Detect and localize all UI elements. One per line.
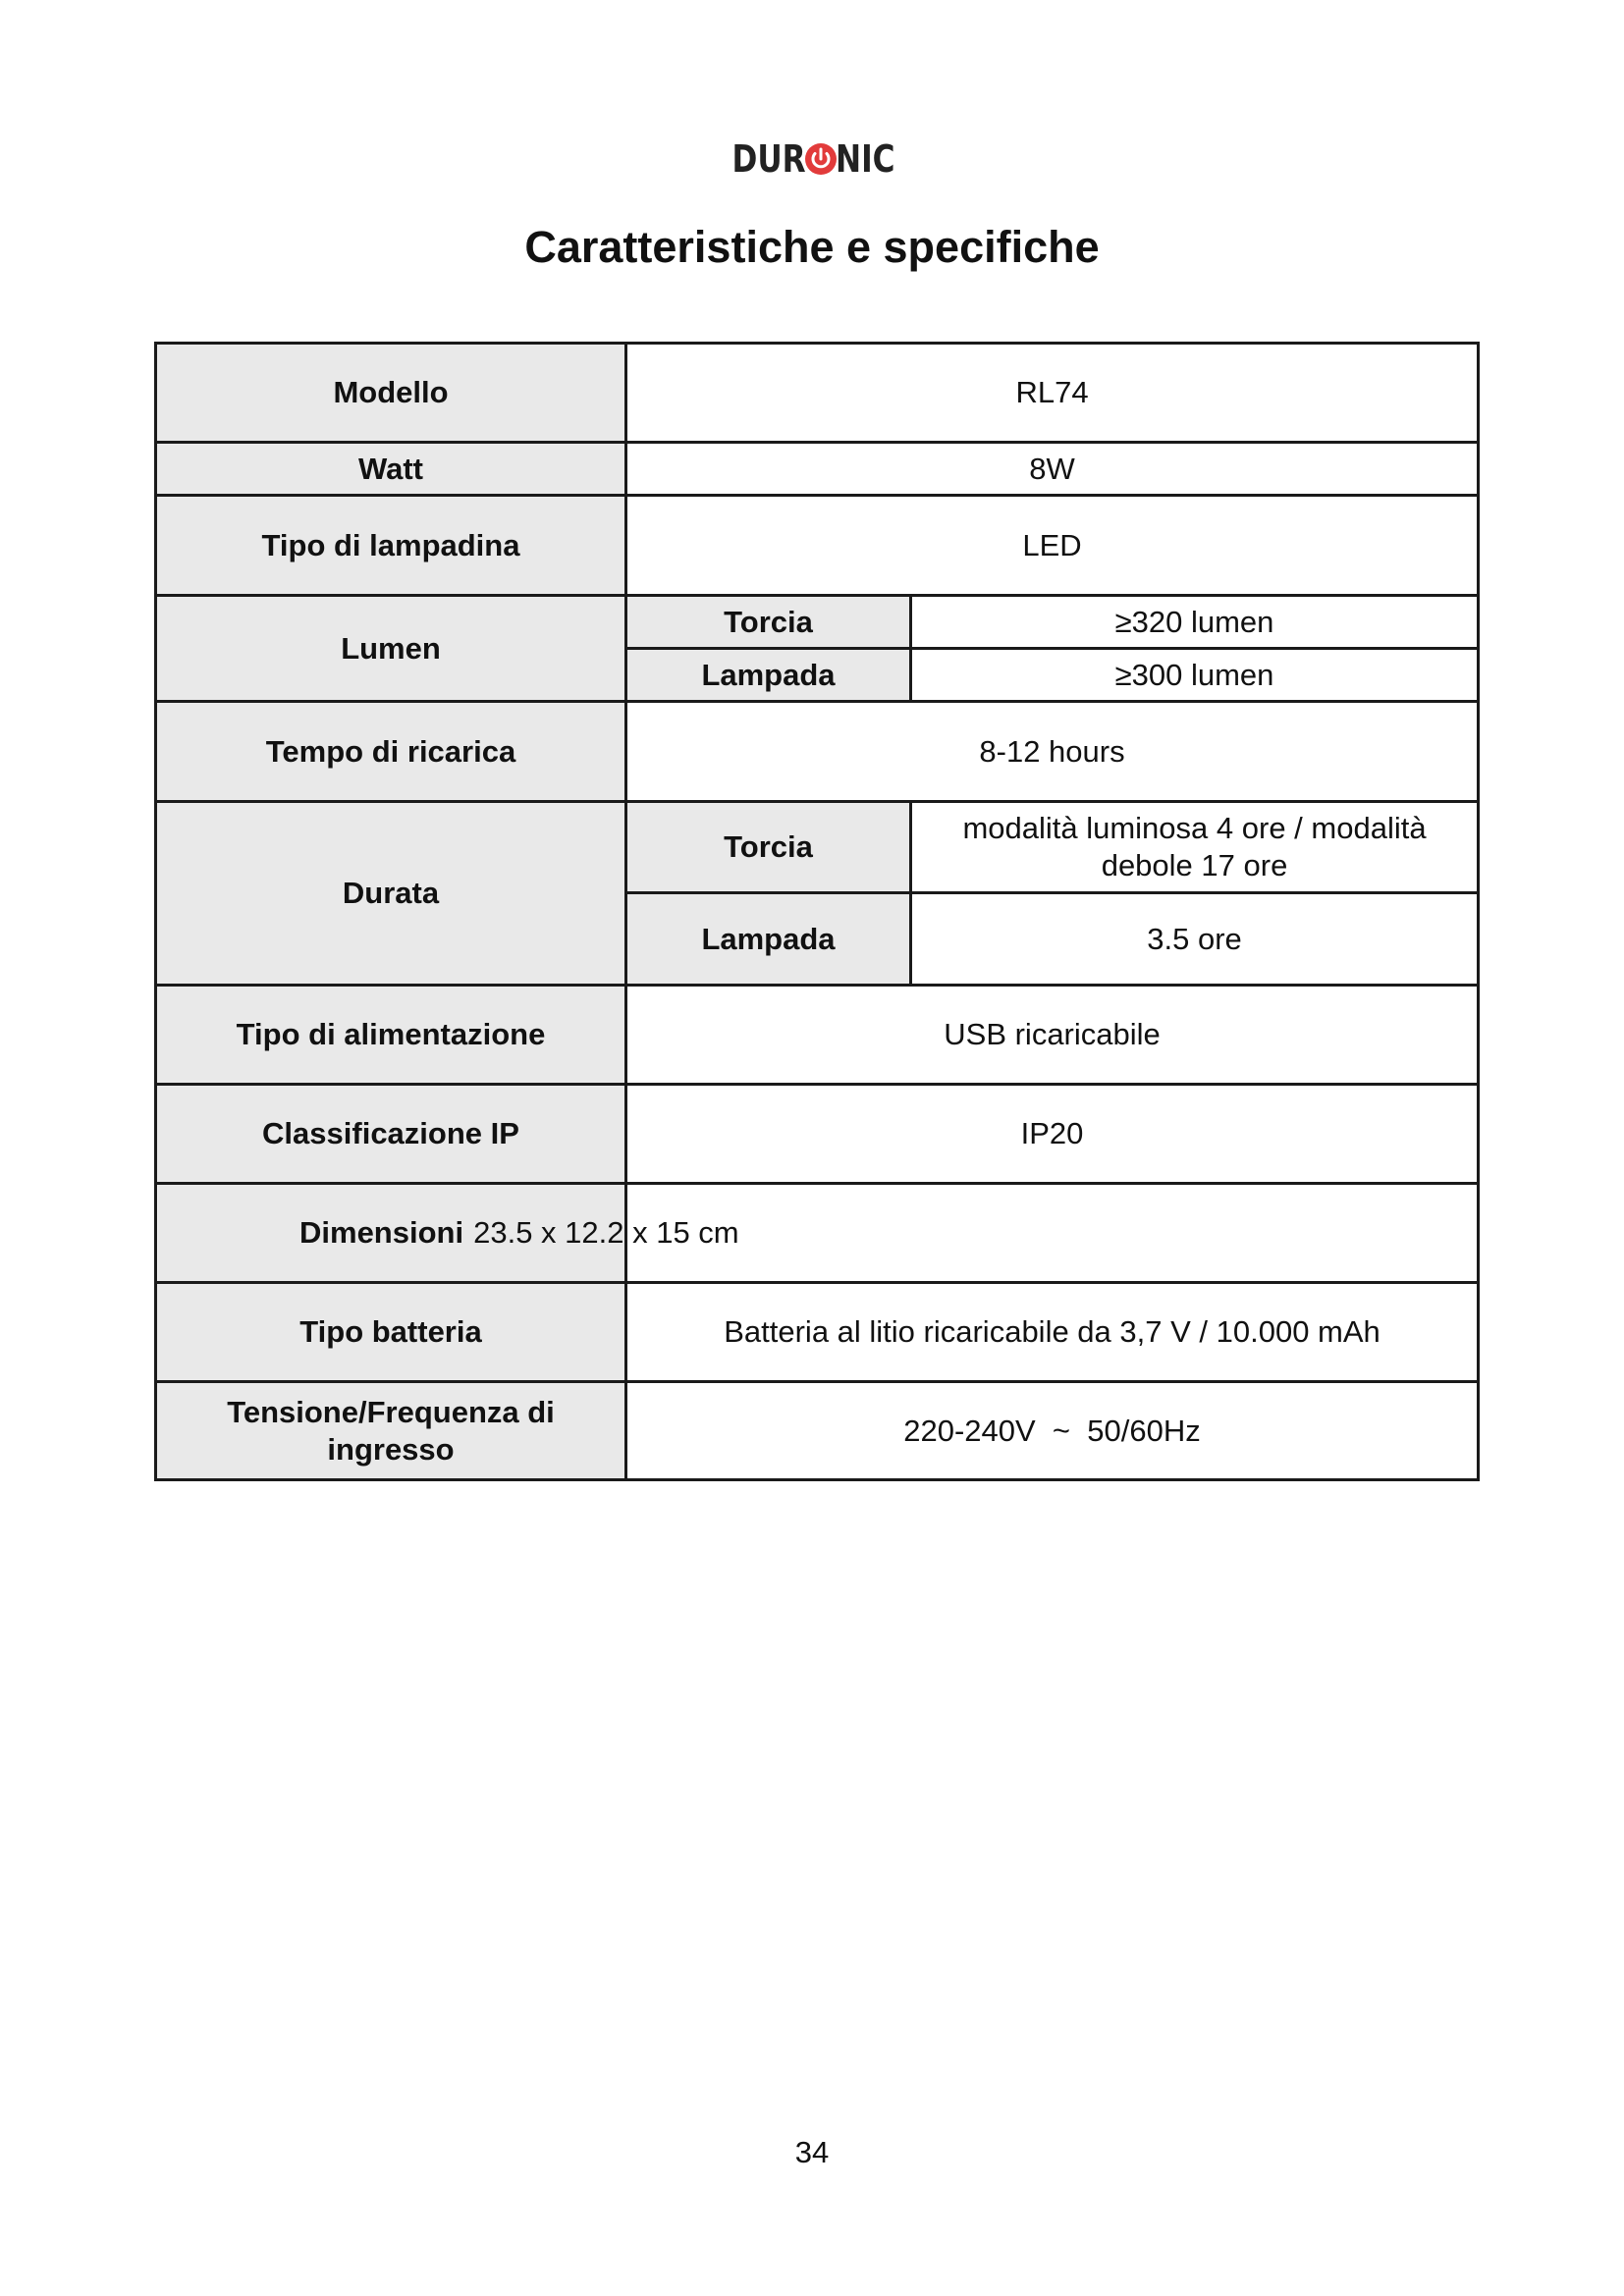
spec-sublabel: Lampada xyxy=(626,893,911,986)
spec-value: Batteria al litio ricaricabile da 3,7 V / 10.000 mAh xyxy=(626,1283,1479,1382)
spec-value: RL74 xyxy=(626,344,1479,443)
spec-value: 23.5 x 12.2 x 15 cm xyxy=(473,1215,739,1250)
spec-label: Tipo di lampadina xyxy=(156,496,626,596)
spec-label: Tipo batteria xyxy=(156,1283,626,1382)
spec-value: 220-240V ~ 50/60Hz xyxy=(626,1382,1479,1480)
spec-label: Watt xyxy=(156,443,626,496)
spec-label: Lumen xyxy=(156,596,626,702)
spec-value: ≥320 lumen xyxy=(911,596,1479,649)
spec-label: Tipo di alimentazione xyxy=(156,986,626,1085)
table-row xyxy=(156,802,1479,893)
spec-label: Dimensioni xyxy=(299,1215,464,1250)
table-row xyxy=(156,986,1479,1085)
table-row xyxy=(156,1085,1479,1184)
spec-sublabel: Lampada xyxy=(626,649,911,702)
spec-value: modalità luminosa 4 ore / modalità debole 17 ore xyxy=(911,802,1479,893)
spec-label: Tensione/Frequenza di ingresso xyxy=(156,1382,626,1480)
page-number: 34 xyxy=(794,2135,830,2169)
table-row xyxy=(156,1283,1479,1382)
table-row xyxy=(156,344,1479,443)
table-row xyxy=(156,443,1479,496)
dimensions-text xyxy=(299,1185,739,1281)
logo-text-left: DUR xyxy=(731,137,806,181)
spec-value: IP20 xyxy=(626,1085,1479,1184)
brand-logo xyxy=(0,135,1624,183)
spec-value: 8-12 hours xyxy=(626,702,1479,802)
spec-value: 8W xyxy=(626,443,1479,496)
page-title: Caratteristiche e specifiche xyxy=(524,222,1100,272)
table-row xyxy=(156,702,1479,802)
spec-sublabel: Torcia xyxy=(626,596,911,649)
dimensions-row-cell xyxy=(156,1184,1479,1283)
spec-sublabel: Torcia xyxy=(626,802,911,893)
table-row xyxy=(156,496,1479,596)
spec-label: Tempo di ricarica xyxy=(156,702,626,802)
spec-value: USB ricaricabile xyxy=(626,986,1479,1085)
spec-value: LED xyxy=(626,496,1479,596)
spec-value: 3.5 ore xyxy=(911,893,1479,986)
spec-label: Durata xyxy=(156,802,626,986)
logo-text-right: NIC xyxy=(835,137,895,181)
table-row xyxy=(156,1382,1479,1480)
spec-table xyxy=(154,342,1480,1481)
table-row xyxy=(156,1184,1479,1283)
table-row xyxy=(156,596,1479,649)
spec-value: ≥300 lumen xyxy=(911,649,1479,702)
spec-label: Classificazione IP xyxy=(156,1085,626,1184)
spec-label: Modello xyxy=(156,344,626,443)
power-icon xyxy=(804,142,838,176)
